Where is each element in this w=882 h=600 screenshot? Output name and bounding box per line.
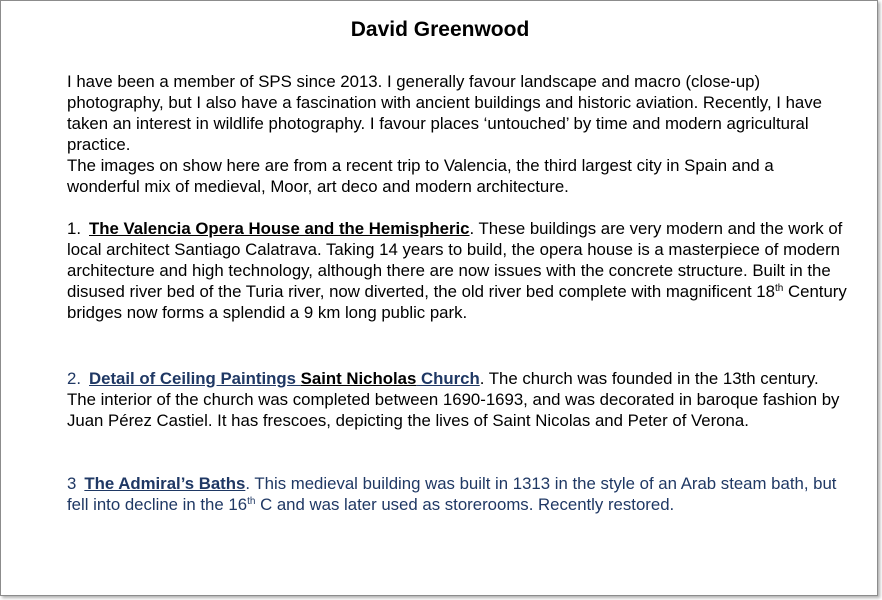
item-1-text-a: . These buildings are very modern and the work of local architect Santiago Calatrava. Taking 14 years to build, the opera house is a masterpiece of modern architecture and high technology, although there are now issues with the concrete structure. Built in the disused river bed of the Turia river, now diverted, the old river bed complete with magnificent 18 xyxy=(67,219,843,301)
intro-text-1: I have been a member of SPS since 2013. I generally favour landscape and macro (close-up) photography, but I also have a fascination with ancient buildings and historic aviation. Recently, I have taken an interest in wildlife photography. I favour places ‘untouched’ by time and modern agricultural practice. xyxy=(67,72,822,154)
item-3-paragraph xyxy=(67,473,847,515)
item-1-superscript: th xyxy=(774,283,784,294)
item-2-heading-b: Saint Nicholas xyxy=(300,369,417,388)
intro-paragraph xyxy=(67,71,847,197)
item-3-superscript: th xyxy=(247,496,256,507)
item-2-heading-c: Church xyxy=(420,369,480,388)
item-2-number: 2. xyxy=(67,369,81,388)
item-2-heading-a: Detail of Ceiling Paintings xyxy=(89,369,296,388)
item-1-number: 1. xyxy=(67,219,81,238)
item-3-heading: The Admiral’s Baths xyxy=(84,474,246,493)
intro-text-2: The images on show here are from a recent trip to Valencia, the third largest city in Spain and a wonderful mix of medieval, Moor, art deco and modern architecture. xyxy=(67,156,774,196)
item-1-heading: The Valencia Opera House and the Hemispheric xyxy=(89,219,470,238)
item-1-paragraph xyxy=(67,218,847,323)
page-title: David Greenwood xyxy=(350,18,530,41)
item-3-text-a: . This medieval building was built in 1313 in the style of an Arab steam bath, but fell into decline in the 16 xyxy=(67,474,837,514)
item-3-text-b: C and was later used as storerooms. Recently restored. xyxy=(255,495,675,514)
item-1-text-b: Century bridges now forms a splendid a 9 km long public park. xyxy=(67,282,847,322)
item-2-text: . The church was founded in the 13th century. The interior of the church was completed between 1690-1693, and was decorated in baroque fashion by Juan Pérez Castiel. It has frescoes, depicting the lives of Saint Nicolas and Peter of Verona. xyxy=(67,369,840,430)
item-2-paragraph xyxy=(67,368,847,431)
item-3-number: 3 xyxy=(67,474,77,493)
